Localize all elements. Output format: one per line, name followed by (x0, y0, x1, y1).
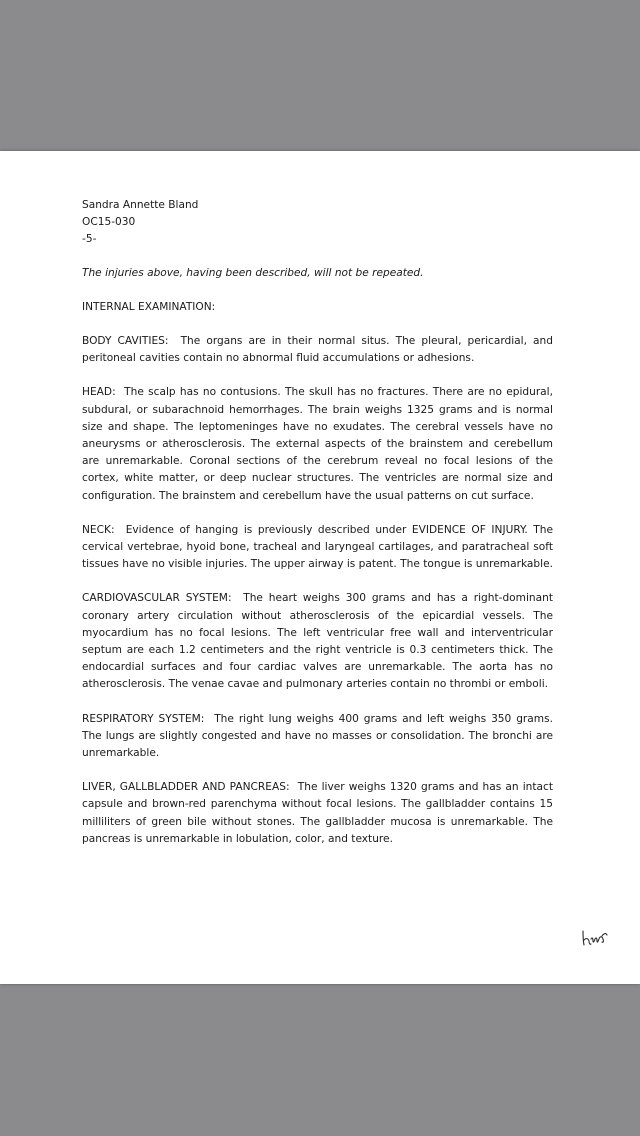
paragraph-label: NECK: (82, 523, 115, 536)
paragraph-text: The scalp has no contusions. The skull has no fractures. There are no epidural, subdural, or subarachnoid hemorrhages. The brain weighs 1325 grams and is normal size and shape. The leptomeninges have no exudates. The cerebral vessels have no aneurysms or atherosclerosis. The external aspects of the brainstem and cerebellum are unremarkable. Coronal sections of the cerebrum reveal no focal lesions of the cortex, white matter, or deep nuclear structures. The ventricles are normal size and configuration. The brainstem and cerebellum have the usual patterns on cut surface. (82, 386, 553, 502)
paragraph-label: CARDIOVASCULAR SYSTEM: (82, 592, 232, 605)
paragraph-label: BODY CAVITIES: (82, 335, 169, 348)
paragraph-text: The liver weighs 1320 grams and has an intact capsule and brown-red parenchyma without focal lesions. The gallbladder contains 15 milliliters of green bile without stones. The gallbladder mucosa is unremarkable. The pancreas is unremarkable in lobulation, color, and texture. (82, 781, 553, 845)
document-page (0, 151, 640, 984)
paragraph-cardiovascular (82, 590, 553, 693)
decedent-name: Sandra Annette Bland (82, 199, 199, 211)
page-content (82, 197, 553, 848)
paragraph-neck (82, 522, 553, 574)
paragraph-text: The right lung weighs 400 grams and left weighs 350 grams. The lungs are slightly congested and have no masses or consolidation. The bronchi are unremarkable. (82, 712, 553, 760)
paragraph-respiratory (82, 711, 553, 763)
paragraph-text: The heart weighs 300 grams and has a right-dominant coronary artery circulation without atherosclerosis of the epicardial vessels. The myocardium has no focal lesions. The left ventricular free wall and interventricular septum are each 1.2 centimeters and the right ventricle is 0.3 centimeters thick. The endocardial surfaces and four cardiac valves are unremarkable. The aorta has no atherosclerosis. The venae cavae and pulmonary arteries contain no thrombi or emboli. (82, 592, 553, 691)
paragraph-liver-gallbladder-pancreas (82, 779, 553, 848)
paragraph-label: LIVER, GALLBLADDER AND PANCREAS: (82, 781, 290, 794)
paragraph-label: RESPIRATORY SYSTEM: (82, 712, 205, 725)
paragraph-text: The organs are in their normal situs. The pleural, pericardial, and peritoneal cavities contain no abnormal fluid accumulations or adhesions. (82, 335, 553, 365)
paragraph-body-cavities (82, 333, 553, 367)
paragraph-label: HEAD: (82, 386, 116, 399)
paragraph-head (82, 384, 553, 504)
intro-note: The injuries above, having been described, will not be repeated. (82, 266, 424, 279)
paragraph-text: Evidence of hanging is previously described under EVIDENCE OF INJURY. The cervical vertebrae, hyoid bone, tracheal and laryngeal cartilages, and paratracheal soft tissues have no visible injuries. The upper airway is patent. The tongue is unremarkable. (82, 523, 553, 571)
page-marker: -5- (82, 233, 97, 246)
case-number: OC15-030 (82, 216, 136, 229)
handwritten-initials (580, 927, 610, 949)
section-title: INTERNAL EXAMINATION: (82, 300, 216, 313)
